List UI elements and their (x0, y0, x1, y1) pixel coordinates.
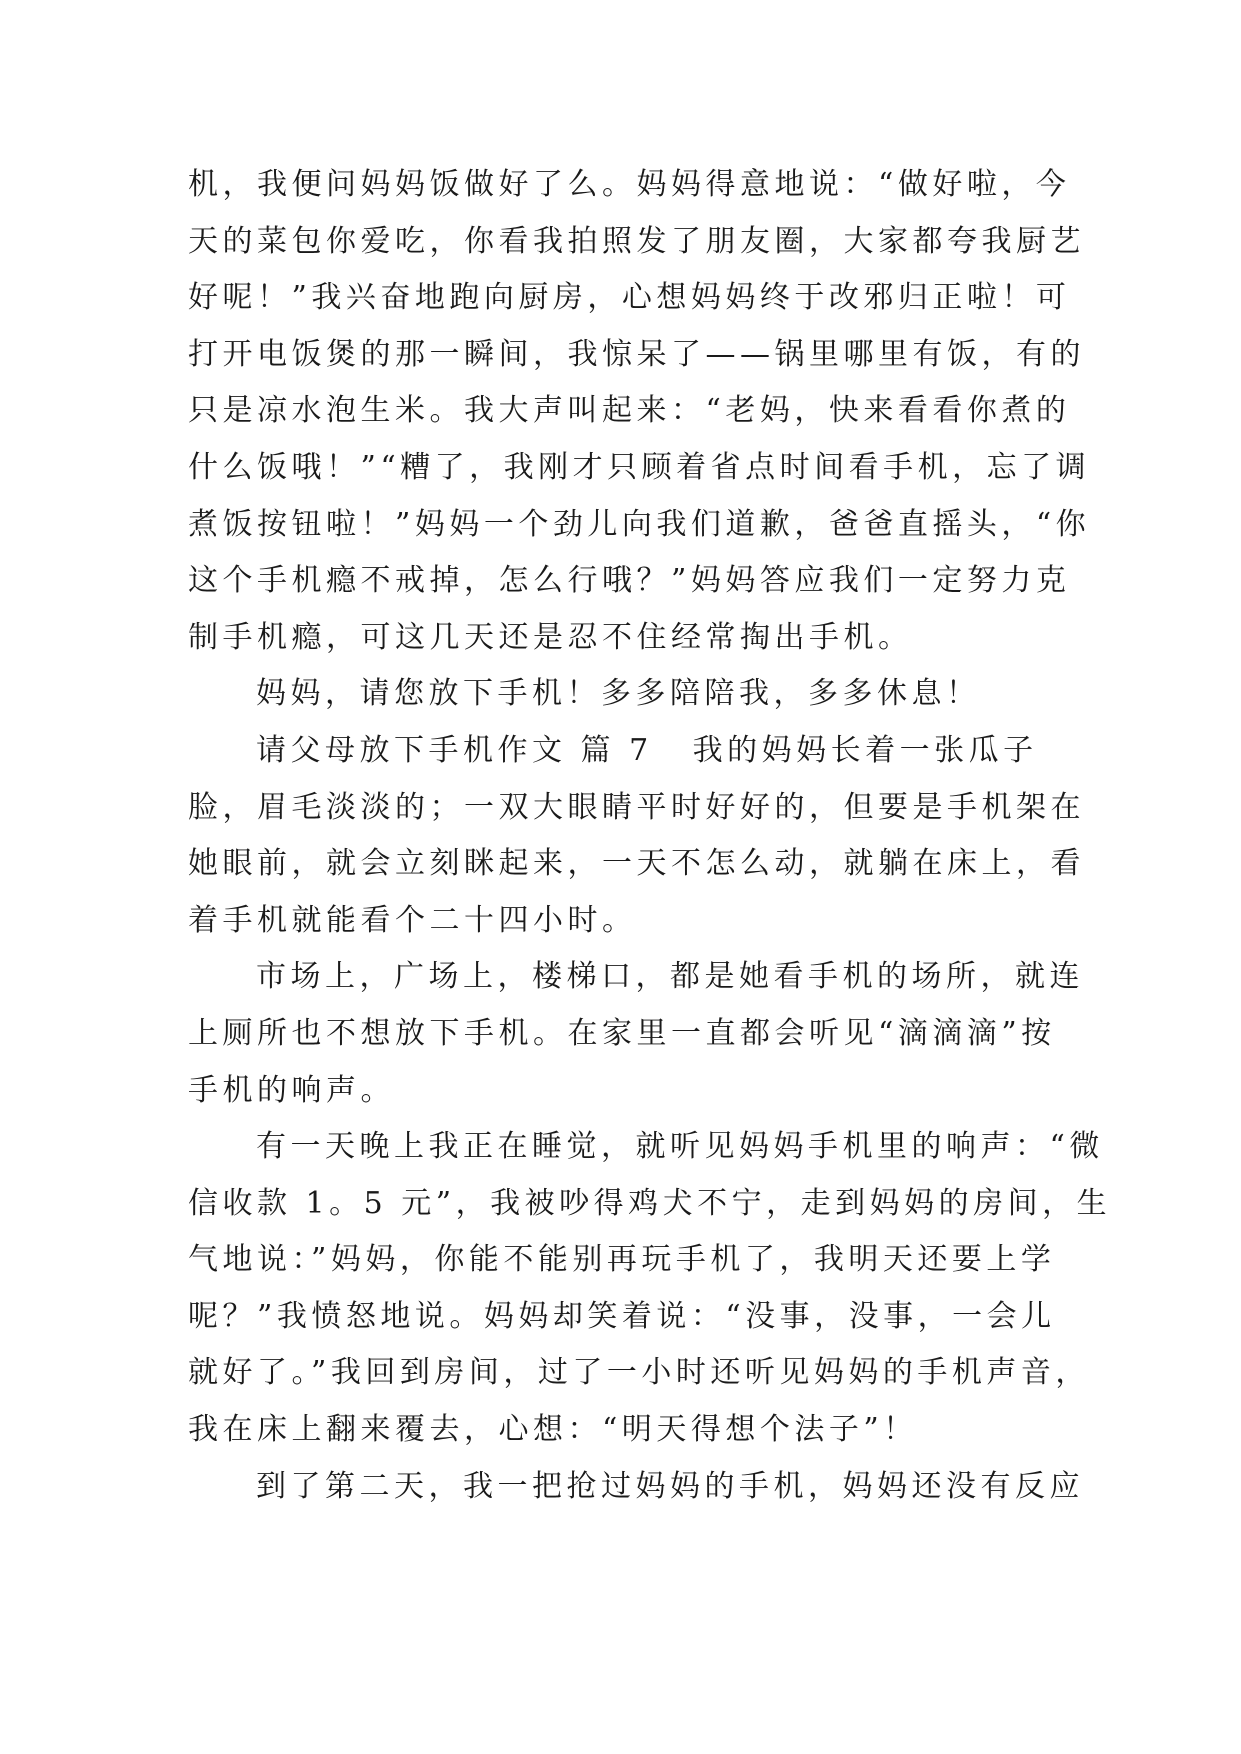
text-line: 上厕所也不想放下手机。在家里一直都会听见“滴滴滴”按 (188, 1015, 1056, 1051)
text-line: 到了第二天，我一把抢过妈妈的手机，妈妈还没有反应 (256, 1468, 1084, 1504)
paragraph-start: 我的妈妈长着一张瓜子 (692, 732, 1038, 768)
text-line: 气地说：”妈妈，你能不能别再玩手机了，我明天还要上学 (188, 1242, 1056, 1278)
text-line: 她眼前，就会立刻眯起来，一天不怎么动，就躺在床上，看 (188, 846, 1085, 882)
text-line: 这个手机瘾不戒掉，怎么行哦？”妈妈答应我们一定努力克 (188, 563, 1071, 599)
text-line: 打开电饭煲的那一瞬间，我惊呆了——锅里哪里有饭，有的 (188, 336, 1085, 372)
text-line: 机，我便问妈妈饭做好了么。妈妈得意地说：“做好啦，今 (188, 167, 1071, 202)
text-line: 天的菜包你爱吃，你看我拍照发了朋友圈，大家都夸我厨艺 (188, 223, 1085, 259)
text-line: 着手机就能看个二十四小时。 (188, 902, 637, 938)
text-line: 市场上，广场上，楼梯口，都是她看手机的场所，就连 (256, 959, 1084, 995)
text-line: 什么饭哦！”“糟了，我刚才只顾着省点时间看手机，忘了调 (188, 449, 1091, 485)
text-line: 煮饭按钮啦！”妈妈一个劲儿向我们道歉，爸爸直摇头，“你 (188, 506, 1091, 542)
text-line: 妈妈，请您放下手机！多多陪陪我，多多休息！ (256, 676, 981, 712)
body-text (188, 157, 1112, 1515)
text-line: 手机的响声。 (188, 1072, 395, 1108)
text-line: 好呢！”我兴奋地跑向厨房，心想妈妈终于改邪归正啦！可 (188, 280, 1071, 316)
text-line: 制手机瘾，可这几天还是忍不住经常掏出手机。 (188, 619, 913, 655)
section-title: 请父母放下手机作文 篇 7 (256, 732, 653, 768)
text-line: 呢？”我愤怒地说。妈妈却笑着说：“没事，没事，一会儿 (188, 1298, 1056, 1334)
text-line: 信收款 1。5 元”，我被吵得鸡犬不宁，走到妈妈的房间，生 (188, 1185, 1112, 1221)
text-line: 我在床上翻来覆去，心想：“明天得想个法子”！ (188, 1412, 918, 1448)
text-line: 只是凉水泡生米。我大声叫起来：“老妈，快来看看你煮的 (188, 393, 1071, 429)
text-line: 就好了。”我回到房间，过了一小时还听见妈妈的手机声音， (188, 1355, 1090, 1391)
section-heading-line (188, 723, 1054, 780)
text-line: 有一天晚上我正在睡觉，就听见妈妈手机里的响声：“微 (256, 1129, 1104, 1165)
text-line: 脸，眉毛淡淡的；一双大眼睛平时好好的，但要是手机架在 (188, 789, 1085, 825)
